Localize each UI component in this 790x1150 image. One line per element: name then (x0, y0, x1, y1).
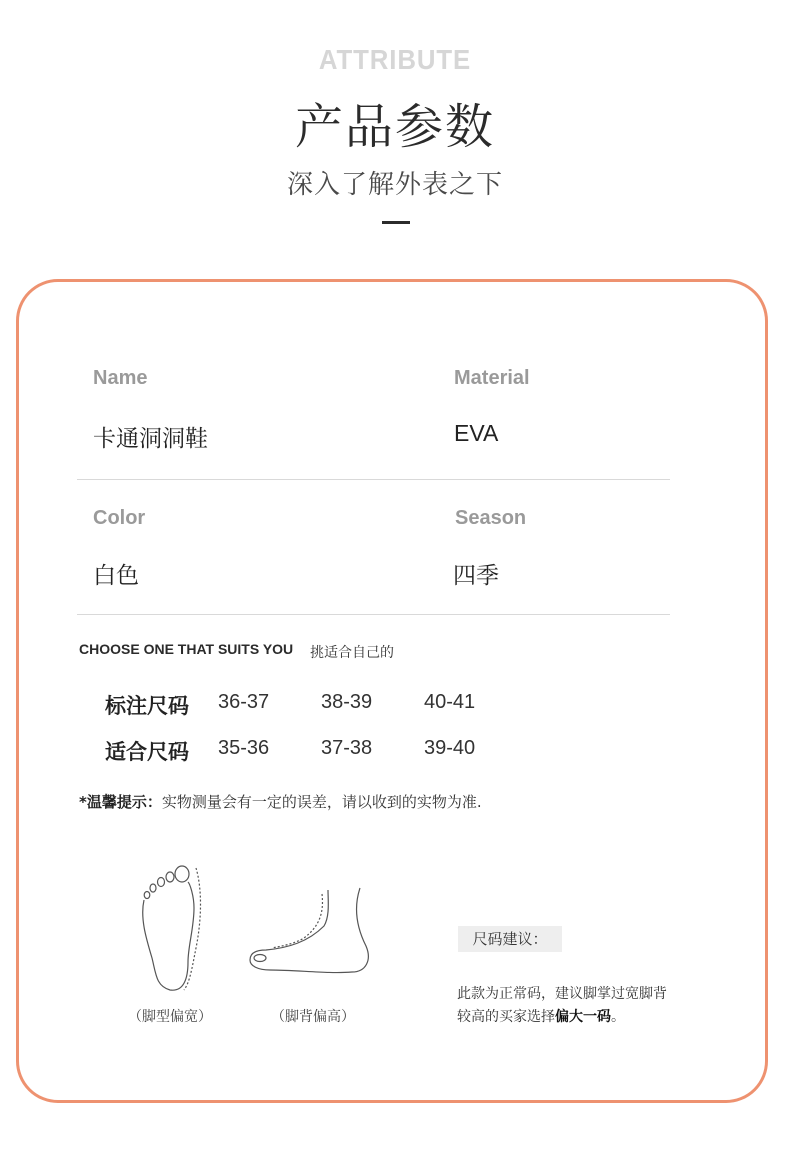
material-label: Material (454, 367, 530, 389)
tip-text: 实物测量会有一定的误差，请以收到的实物为准. (161, 793, 482, 811)
season-label: Season (455, 507, 527, 529)
size-advice-text (457, 983, 697, 1029)
high-arch-caption: （脚背偏高） (271, 1009, 355, 1025)
divider-2 (77, 614, 670, 615)
size-advice-badge: 尺码建议： (458, 926, 562, 952)
marked-size-label: 标注尺码 (105, 694, 189, 718)
advice-emphasis: 偏大一码 (555, 1009, 611, 1025)
marked-size-value: 36-37 (218, 691, 270, 713)
name-value: 卡通洞洞鞋 (93, 426, 208, 452)
divider-1 (77, 479, 670, 480)
title-underline (382, 221, 410, 224)
fit-size-label: 适合尺码 (105, 740, 189, 764)
color-value: 白色 (93, 563, 139, 589)
measurement-tip (79, 791, 482, 812)
advice-line-2-prefix: 较高的买家选择 (457, 1009, 555, 1025)
fit-size-value: 35-36 (218, 737, 270, 759)
material-value: EVA (454, 420, 499, 446)
advice-line-2-suffix: 。 (611, 1009, 625, 1025)
advice-line-2 (457, 1006, 697, 1029)
advice-line-1: 此款为正常码，建议脚掌过宽脚背 (457, 986, 667, 1002)
color-label: Color (93, 507, 146, 529)
size-heading-cn: 挑适合自己的 (310, 645, 394, 661)
season-value: 四季 (453, 563, 499, 589)
tip-prefix: *温馨提示： (79, 793, 162, 811)
eyebrow-attribute: ATTRIBUTE (318, 44, 472, 75)
wide-foot-caption: （脚型偏宽） (128, 1009, 212, 1025)
fit-size-value: 37-38 (321, 737, 373, 759)
name-label: Name (93, 367, 148, 389)
marked-size-value: 38-39 (321, 691, 373, 713)
marked-size-value: 40-41 (424, 691, 476, 713)
size-heading-en: CHOOSE ONE THAT SUITS YOU (79, 641, 294, 657)
page-subtitle: 深入了解外表之下 (286, 170, 503, 200)
page-title: 产品参数 (294, 99, 495, 155)
wide-foot-icon (136, 858, 208, 994)
high-arch-foot-icon (248, 886, 372, 978)
fit-size-value: 39-40 (424, 737, 476, 759)
